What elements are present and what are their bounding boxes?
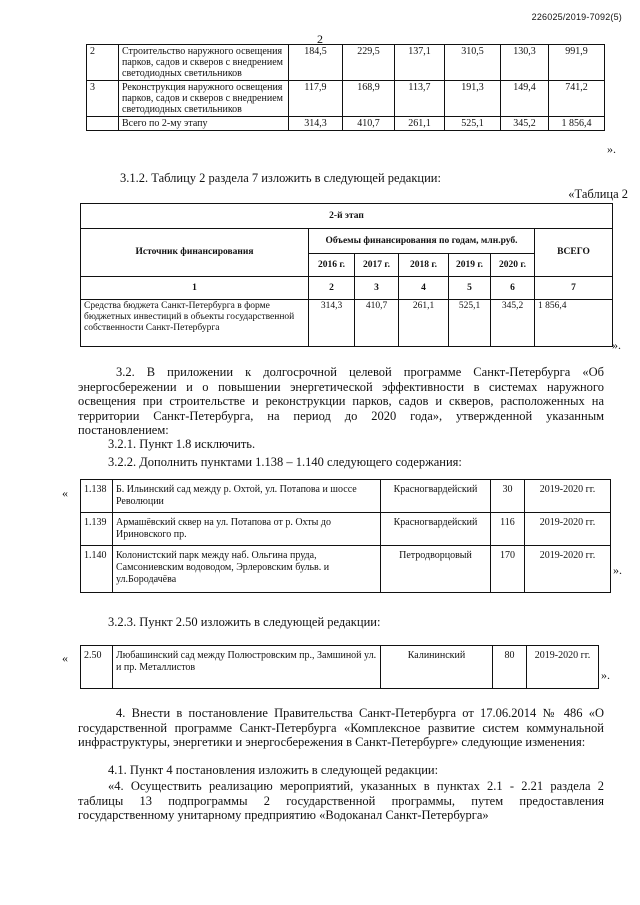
col-number: 5 (449, 277, 491, 300)
value-total: 741,2 (549, 81, 605, 117)
item-number: 1.139 (81, 513, 113, 546)
col-number: 1 (81, 277, 309, 300)
col-number: 2 (309, 277, 355, 300)
table-stage2-costs (86, 44, 605, 131)
value-2020: 345,2 (491, 300, 535, 347)
paragraph-4: 4. Внести в постановление Правительства Санкт-Петербурга от 17.06.2014 № 486 «О государственной программе Санкт-Петербурга «Комплексное развитие систем коммунальной инфраструктуры, энергетики и энергосбережения в Санкт-Петербурге» следующие изменения: (78, 706, 604, 749)
table2-caption: «Таблица 2 (568, 187, 628, 201)
total-2016: 314,3 (289, 117, 343, 131)
value-total: 1 856,4 (535, 300, 613, 347)
paragraph-4-1: 4.1. Пункт 4 постановления изложить в следующей редакции: (108, 763, 439, 777)
total-2019: 525,1 (445, 117, 501, 131)
value-total: 991,9 (549, 45, 605, 81)
item-count: 80 (493, 646, 527, 689)
row-name: Строительство наружного освещения парков, садов и скверов с внедрением светодиодных светильников (119, 45, 289, 81)
item-count: 170 (491, 546, 525, 593)
item-name: Б. Ильинский сад между р. Охтой, ул. Потапова и шоссе Революции (113, 480, 381, 513)
year-2016-header: 2016 г. (309, 254, 355, 277)
total-2018: 261,1 (395, 117, 445, 131)
value-2018: 113,7 (395, 81, 445, 117)
value-2017: 410,7 (355, 300, 399, 347)
year-2017-header: 2017 г. (355, 254, 399, 277)
total-header: ВСЕГО (535, 229, 613, 277)
table-row (81, 513, 611, 546)
page-number: 2 (317, 32, 323, 46)
col-number: 4 (399, 277, 449, 300)
item-number: 1.140 (81, 546, 113, 593)
table-row (81, 646, 599, 689)
total-2020: 345,2 (501, 117, 549, 131)
volumes-header: Объемы финансирования по годам, млн.руб. (309, 229, 535, 254)
total-sum: 1 856,4 (549, 117, 605, 131)
paragraph-3-2-2: 3.2.2. Дополнить пунктами 1.138 – 1.140 следующего содержания: (108, 455, 462, 469)
value-2019: 191,3 (445, 81, 501, 117)
total-label: Всего по 2-му этапу (119, 117, 289, 131)
table2-closing-quote: ». (612, 338, 621, 352)
total-2017: 410,7 (343, 117, 395, 131)
item-count: 30 (491, 480, 525, 513)
document-number: 226025/2019-7092(5) (531, 12, 622, 22)
item-district: Калининский (381, 646, 493, 689)
paragraph-3-1-2: 3.1.2. Таблицу 2 раздела 7 изложить в следующей редакции: (120, 171, 441, 185)
paragraph-3-2: 3.2. В приложении к долгосрочной целевой программе Санкт-Петербурга «Об энергосбережении и о повышении энергетической эффективности в системах наружного освещения при строительстве и реконструкции парков, садов и скверов, расположенных на территории Санкт-Петербурга, на период до 2020 года», утвержденной указанным постановлением: (78, 365, 604, 437)
table-item-2-50 (80, 645, 599, 689)
item-period: 2019-2020 гг. (525, 546, 611, 593)
col-number: 3 (355, 277, 399, 300)
value-2020: 130,3 (501, 45, 549, 81)
item-district: Красногвардейский (381, 480, 491, 513)
item-period: 2019-2020 гг. (527, 646, 599, 689)
table-row (87, 45, 605, 81)
paragraph-4-quote: «4. Осуществить реализацию мероприятий, указанных в пунктах 2.1 - 2.21 раздела 2 таблицы 13 подпрограммы 2 государственной программы, путем предоставления государственному унитарному предприятию «Водоканал Санкт-Петербурга» (78, 779, 604, 822)
value-2016: 117,9 (289, 81, 343, 117)
table3-opening-quote: « (62, 486, 68, 500)
table4-closing-quote: ». (601, 668, 610, 682)
item-district: Красногвардейский (381, 513, 491, 546)
value-2018: 137,1 (395, 45, 445, 81)
table-row (81, 546, 611, 593)
stage-header: 2-й этап (81, 204, 613, 229)
table-total-row (87, 117, 605, 131)
year-2020-header: 2020 г. (491, 254, 535, 277)
table-financing-sources (80, 203, 613, 347)
value-2017: 229,5 (343, 45, 395, 81)
table3-closing-quote: ». (613, 563, 622, 577)
value-2016: 314,3 (309, 300, 355, 347)
source-header: Источник финансирования (81, 229, 309, 277)
row-number: 2 (87, 45, 119, 81)
table1-closing-quote: ». (607, 142, 616, 156)
table-row (81, 300, 613, 347)
source-name: Средства бюджета Санкт-Петербурга в форме бюджетных инвестиций в объекты государственной собственности Санкт-Петербурга (81, 300, 309, 347)
value-2019: 310,5 (445, 45, 501, 81)
item-period: 2019-2020 гг. (525, 480, 611, 513)
item-number: 2.50 (81, 646, 113, 689)
value-2020: 149,4 (501, 81, 549, 117)
item-name: Армашёвский сквер на ул. Потапова от р. Охты до Ириновского пр. (113, 513, 381, 546)
item-name: Колонистский парк между наб. Ольгина пруда, Самсониевским водоводом, Эрлеровским бульв. и ул.Бородачёва (113, 546, 381, 593)
year-2019-header: 2019 г. (449, 254, 491, 277)
row-number: 3 (87, 81, 119, 117)
paragraph-3-2-3: 3.2.3. Пункт 2.50 изложить в следующей редакции: (108, 615, 381, 629)
col-number: 7 (535, 277, 613, 300)
item-district: Петродворцовый (381, 546, 491, 593)
item-number: 1.138 (81, 480, 113, 513)
table-new-items (80, 479, 611, 593)
table-row (81, 480, 611, 513)
paragraph-3-2-1: 3.2.1. Пункт 1.8 исключить. (108, 437, 256, 451)
value-2018: 261,1 (399, 300, 449, 347)
row-name: Реконструкция наружного освещения парков, садов и скверов с внедрением светодиодных светильников (119, 81, 289, 117)
year-2018-header: 2018 г. (399, 254, 449, 277)
value-2016: 184,5 (289, 45, 343, 81)
table-row (87, 81, 605, 117)
item-name: Любашинский сад между Полюстровским пр., Замшиной ул. и пр. Металлистов (113, 646, 381, 689)
table4-opening-quote: « (62, 651, 68, 665)
item-count: 116 (491, 513, 525, 546)
value-2017: 168,9 (343, 81, 395, 117)
col-number: 6 (491, 277, 535, 300)
value-2019: 525,1 (449, 300, 491, 347)
item-period: 2019-2020 гг. (525, 513, 611, 546)
